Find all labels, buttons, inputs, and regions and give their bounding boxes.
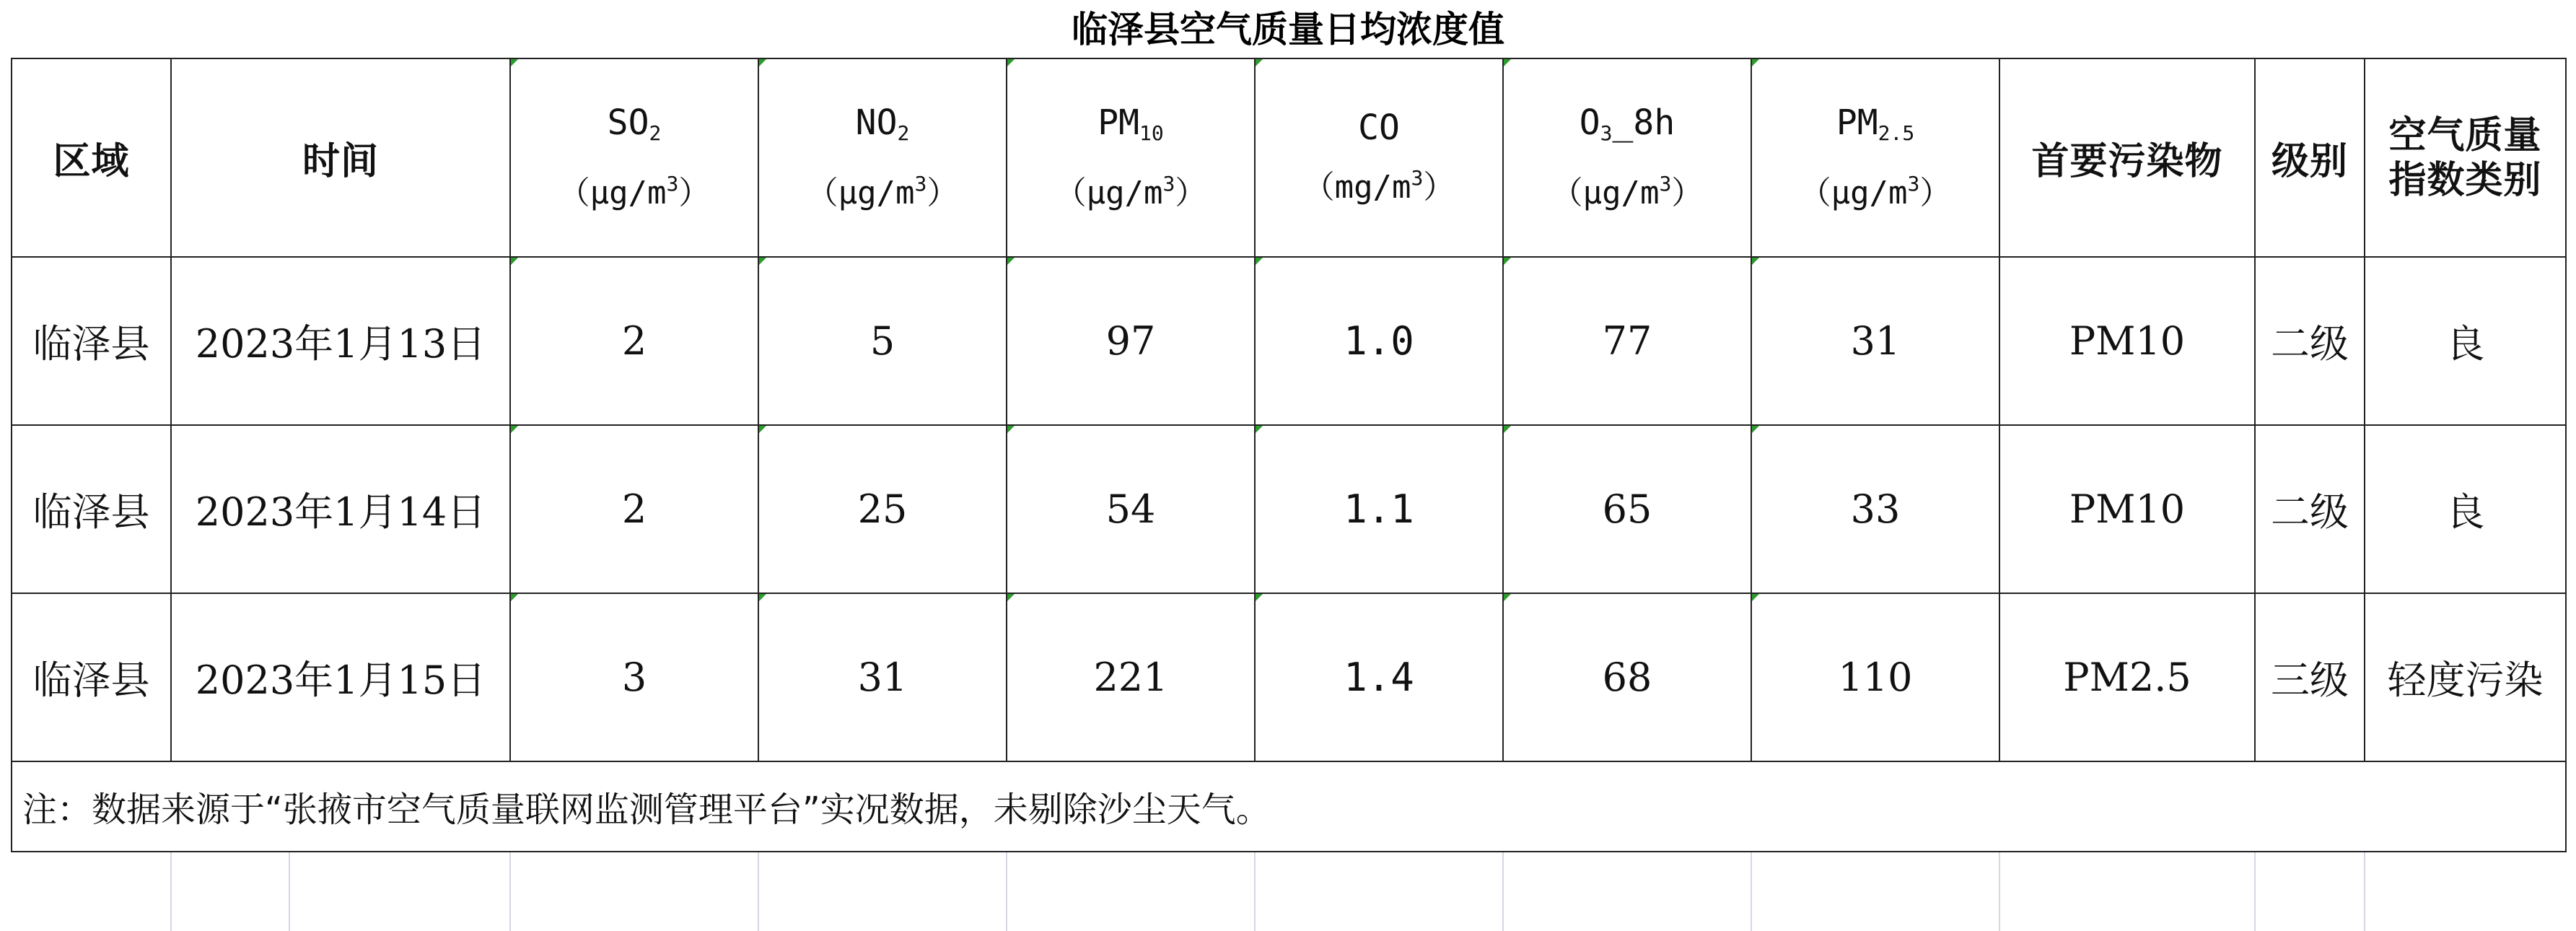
gridline bbox=[2364, 852, 2365, 931]
cell-grade[interactable]: 三级 bbox=[2255, 593, 2365, 761]
cell-o3[interactable]: 77 bbox=[1503, 257, 1751, 425]
gridline bbox=[1502, 852, 1504, 931]
note-row bbox=[12, 761, 2566, 852]
cell-pm25[interactable]: 110 bbox=[1751, 593, 1999, 761]
co-unit: $(mg/m^3)$ bbox=[1302, 166, 1455, 206]
cell-pm10[interactable]: 54 bbox=[1007, 425, 1255, 593]
header-time[interactable]: 时间 bbox=[171, 58, 510, 257]
cell-category[interactable]: 良 bbox=[2365, 425, 2566, 593]
so2-unit: $(\mu g/m^3)$ bbox=[558, 171, 711, 211]
table-note[interactable]: 注：数据来源于“张掖市空气质量联网监测管理平台”实况数据，未剔除沙尘天气。 bbox=[12, 761, 2566, 852]
gridline bbox=[758, 852, 759, 931]
o3-label: $O_3\_8h$ bbox=[1579, 102, 1675, 145]
cell-so2[interactable]: 3 bbox=[510, 593, 758, 761]
cell-primary-pollutant[interactable]: PM10 bbox=[1999, 257, 2255, 425]
header-co[interactable] bbox=[1255, 58, 1503, 257]
cell-category[interactable]: 良 bbox=[2365, 257, 2566, 425]
pm10-unit: $(\mu g/m^3)$ bbox=[1054, 171, 1207, 211]
cell-no2[interactable]: 25 bbox=[758, 425, 1007, 593]
header-row bbox=[12, 58, 2566, 257]
cell-pm10[interactable]: 97 bbox=[1007, 257, 1255, 425]
cell-co[interactable]: 1.0 bbox=[1255, 257, 1503, 425]
cell-pm25[interactable]: 31 bbox=[1751, 257, 1999, 425]
table-row bbox=[12, 257, 2566, 425]
gridline bbox=[1006, 852, 1007, 931]
cell-primary-pollutant[interactable]: PM10 bbox=[1999, 425, 2255, 593]
cell-region[interactable]: 临泽县 bbox=[12, 593, 171, 761]
air-quality-table bbox=[11, 58, 2567, 852]
cell-no2[interactable]: 5 bbox=[758, 257, 1007, 425]
table-row bbox=[12, 425, 2566, 593]
cell-primary-pollutant[interactable]: PM2.5 bbox=[1999, 593, 2255, 761]
cell-so2[interactable]: 2 bbox=[510, 425, 758, 593]
table-row bbox=[12, 593, 2566, 761]
cell-pm10[interactable]: 221 bbox=[1007, 593, 1255, 761]
so2-label: $SO_2$ bbox=[607, 102, 662, 145]
cell-o3[interactable]: 65 bbox=[1503, 425, 1751, 593]
header-region[interactable]: 区域 bbox=[12, 58, 171, 257]
header-no2[interactable] bbox=[758, 58, 1007, 257]
cell-pm25[interactable]: 33 bbox=[1751, 425, 1999, 593]
gridline bbox=[1751, 852, 1752, 931]
cell-date[interactable]: 2023年1月13日 bbox=[171, 257, 510, 425]
cell-grade[interactable]: 二级 bbox=[2255, 425, 2365, 593]
header-primary-pollutant[interactable]: 首要污染物 bbox=[1999, 58, 2255, 257]
cell-co[interactable]: 1.4 bbox=[1255, 593, 1503, 761]
cell-no2[interactable]: 31 bbox=[758, 593, 1007, 761]
gridline bbox=[2254, 852, 2256, 931]
header-grade[interactable]: 级别 bbox=[2255, 58, 2365, 257]
cell-category[interactable]: 轻度污染 bbox=[2365, 593, 2566, 761]
pm25-unit: $(\mu g/m^3)$ bbox=[1799, 171, 1952, 211]
gridline bbox=[289, 852, 290, 931]
header-so2[interactable] bbox=[510, 58, 758, 257]
cell-grade[interactable]: 二级 bbox=[2255, 257, 2365, 425]
header-pm10[interactable] bbox=[1007, 58, 1255, 257]
cell-date[interactable]: 2023年1月14日 bbox=[171, 425, 510, 593]
gridline bbox=[509, 852, 511, 931]
cell-region[interactable]: 临泽县 bbox=[12, 257, 171, 425]
gridline bbox=[1999, 852, 2000, 931]
o3-unit: $(\mu g/m^3)$ bbox=[1551, 171, 1704, 211]
pm10-label: $PM_{10}$ bbox=[1098, 102, 1164, 145]
no2-unit: $(\mu g/m^3)$ bbox=[806, 171, 959, 211]
cell-region[interactable]: 临泽县 bbox=[12, 425, 171, 593]
no2-label: $NO_2$ bbox=[855, 102, 910, 145]
cell-co[interactable]: 1.1 bbox=[1255, 425, 1503, 593]
pm25-label: $PM_{2.5}$ bbox=[1836, 102, 1915, 145]
cell-o3[interactable]: 68 bbox=[1503, 593, 1751, 761]
gridline bbox=[1254, 852, 1256, 931]
gridline bbox=[170, 852, 172, 931]
header-category[interactable]: 空气质量 指数类别 bbox=[2365, 58, 2566, 257]
cell-date[interactable]: 2023年1月15日 bbox=[171, 593, 510, 761]
header-pm25[interactable] bbox=[1751, 58, 1999, 257]
cell-so2[interactable]: 2 bbox=[510, 257, 758, 425]
header-o3[interactable] bbox=[1503, 58, 1751, 257]
co-label: CO bbox=[1358, 108, 1400, 148]
table-title: 临泽县空气质量日均浓度值 bbox=[1072, 9, 1504, 51]
